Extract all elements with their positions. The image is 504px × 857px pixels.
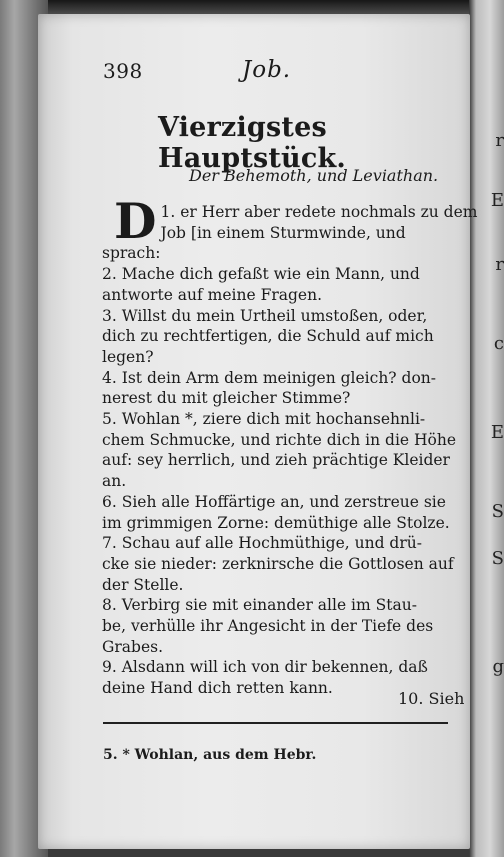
verse-line: 1. er Herr aber redete nochmals zu dem: [160, 203, 478, 221]
verse-line: dich zu rechtfertigen, die Schuld auf mich: [102, 327, 434, 346]
verse-line: 4. Ist dein Arm dem meinigen gleich? don-: [102, 368, 437, 387]
adjacent-page-edge: [469, 0, 504, 857]
page-number: 398: [103, 59, 143, 83]
verse-9: [102, 657, 447, 698]
verse-line: legen?: [102, 347, 154, 366]
adjacent-page-fragment: S: [491, 548, 504, 569]
verse-line: 6. Sieh alle Hoffärtige an, und zerstreue sie: [102, 492, 446, 511]
verse-line: der Stelle.: [102, 575, 184, 594]
catchword: 10. Sieh: [398, 689, 465, 708]
verse-line: sprach:: [102, 244, 161, 263]
chapter-summary: Der Behemoth, und Leviathan.: [189, 166, 439, 185]
book-page: [38, 14, 478, 849]
drop-cap: D: [114, 192, 157, 250]
verse-line: im grimmigen Zorne: demüthige alle Stolze.: [102, 513, 450, 532]
verse-line: Job [in einem Sturmwinde, und: [160, 223, 406, 242]
adjacent-page-fragment: S: [491, 501, 504, 522]
adjacent-page-fragment: g: [492, 656, 504, 677]
running-head: Job.: [242, 57, 292, 83]
verse-line: auf: sey herrlich, und zieh prächtige Kleider: [102, 451, 450, 470]
adjacent-page-fragment: c: [493, 333, 504, 354]
page-header: [38, 59, 470, 89]
verse-line: nerest du mit gleicher Stimme?: [102, 389, 351, 408]
verse-line: chem Schmucke, und richte dich in die Höhe: [102, 430, 457, 449]
verse-line: antworte auf meine Fragen.: [102, 285, 322, 304]
verse-line: Grabes.: [102, 637, 164, 656]
chapter-title: Vierzigstes Hauptstück.: [158, 112, 347, 174]
adjacent-page-fragment: E: [490, 190, 504, 211]
verse-3: [102, 306, 447, 368]
verse-line: 9. Alsdann will ich von dir bekennen, daß: [102, 658, 428, 677]
verse-6: [102, 492, 450, 533]
verse-2: [102, 264, 447, 305]
verse-7: [102, 533, 454, 595]
verse-5: [102, 409, 457, 492]
adjacent-page-fragment: r: [495, 254, 504, 275]
adjacent-page-fragment: r: [495, 130, 504, 151]
verse-line: 5. Wohlan *, ziere dich mit hochansehnli-: [102, 410, 426, 429]
verse-line: deine Hand dich retten kann.: [102, 679, 333, 698]
verse-line: 7. Schau auf alle Hochmüthige, und drü-: [102, 534, 422, 553]
footnote: 5. * Wohlan, aus dem Hebr.: [103, 747, 317, 763]
verse-line: cke sie nieder: zerknirsche die Gottlosen auf: [102, 554, 454, 573]
verse-line: 2. Mache dich gefaßt wie ein Mann, und: [102, 265, 420, 284]
verse-1: [102, 192, 478, 264]
adjacent-page-fragment: E: [490, 422, 504, 443]
verse-line: be, verhülle ihr Angesicht in der Tiefe des: [102, 617, 434, 636]
footnote-separator-rule: [103, 722, 448, 724]
verse-line: an.: [102, 472, 127, 491]
verse-line: 3. Willst du mein Urtheil umstoßen, oder,: [102, 306, 428, 325]
verse-8: [102, 595, 447, 657]
verse-line: 8. Verbirg sie mit einander alle im Stau-: [102, 596, 417, 615]
verse-4: [102, 368, 447, 409]
